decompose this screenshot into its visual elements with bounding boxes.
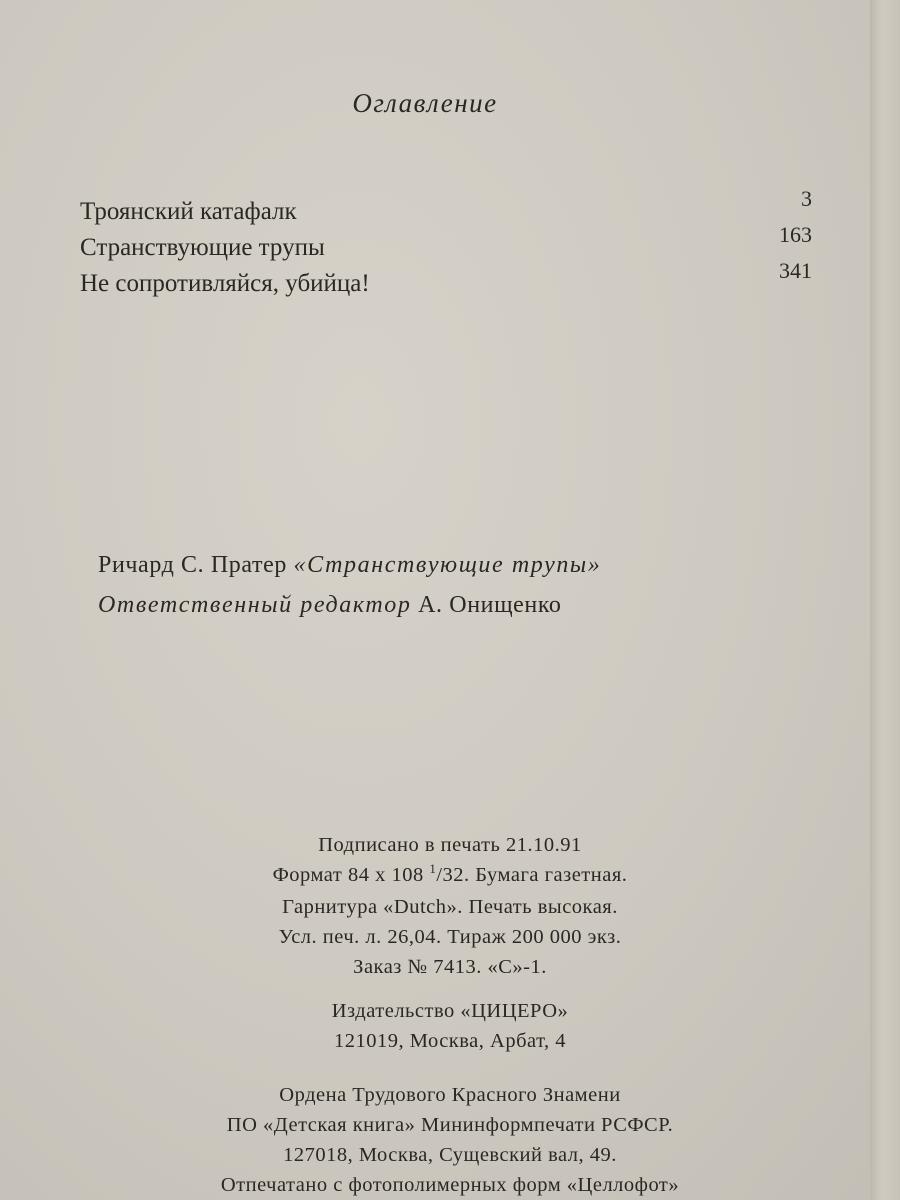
circulation-line: Усл. печ. л. 26,04. Тираж 200 000 экз.	[278, 926, 622, 948]
toc-row	[80, 186, 812, 225]
publisher-address: 121019, Москва, Арбат, 4	[333, 1030, 566, 1052]
printer-line-2: ПО «Детская книга» Мининформпечати РСФСР.	[226, 1114, 674, 1136]
credits-author-line	[98, 552, 601, 579]
editor-label: Ответственный редактор	[98, 592, 412, 618]
toc-item-title: Не сопротивляйся, убийца!	[80, 270, 370, 297]
toc-row	[80, 258, 812, 297]
typeface-line: Гарнитура «Dutch». Печать высокая.	[282, 896, 618, 918]
toc-title: Оглавление	[352, 88, 498, 118]
format-line: Формат 84 х 108 $^1$/32. Бумага газетная.	[272, 861, 628, 886]
toc-item-title: Троянский катафалк	[80, 198, 297, 225]
toc-item-page: 341	[779, 258, 812, 283]
publisher-name: Издательство «ЦИЦЕРО»	[331, 1000, 569, 1022]
credits-editor-line	[98, 592, 562, 619]
signed-to-print: Подписано в печать 21.10.91	[318, 834, 582, 856]
printer-line-1: Ордена Трудового Красного Знамени	[279, 1084, 621, 1106]
editor-name: А. Онищенко	[418, 592, 562, 618]
printer-line-4: Отпечатано с фотополимерных форм «Целлофот»	[220, 1174, 680, 1196]
book-title: «Странствующие трупы»	[293, 552, 602, 578]
printer-block	[0, 1080, 900, 1200]
order-line: Заказ № 7413. «С»-1.	[353, 956, 547, 978]
toc-item-page: 163	[779, 222, 812, 247]
toc-item-page: 3	[801, 186, 812, 211]
print-details	[0, 830, 900, 982]
printer-line-3: 127018, Москва, Сущевский вал, 49.	[283, 1144, 617, 1166]
toc-row	[80, 222, 812, 261]
publisher-block	[0, 996, 900, 1056]
author-name: Ричард С. Пратер	[98, 552, 287, 578]
toc-item-title: Странствующие трупы	[80, 234, 325, 261]
